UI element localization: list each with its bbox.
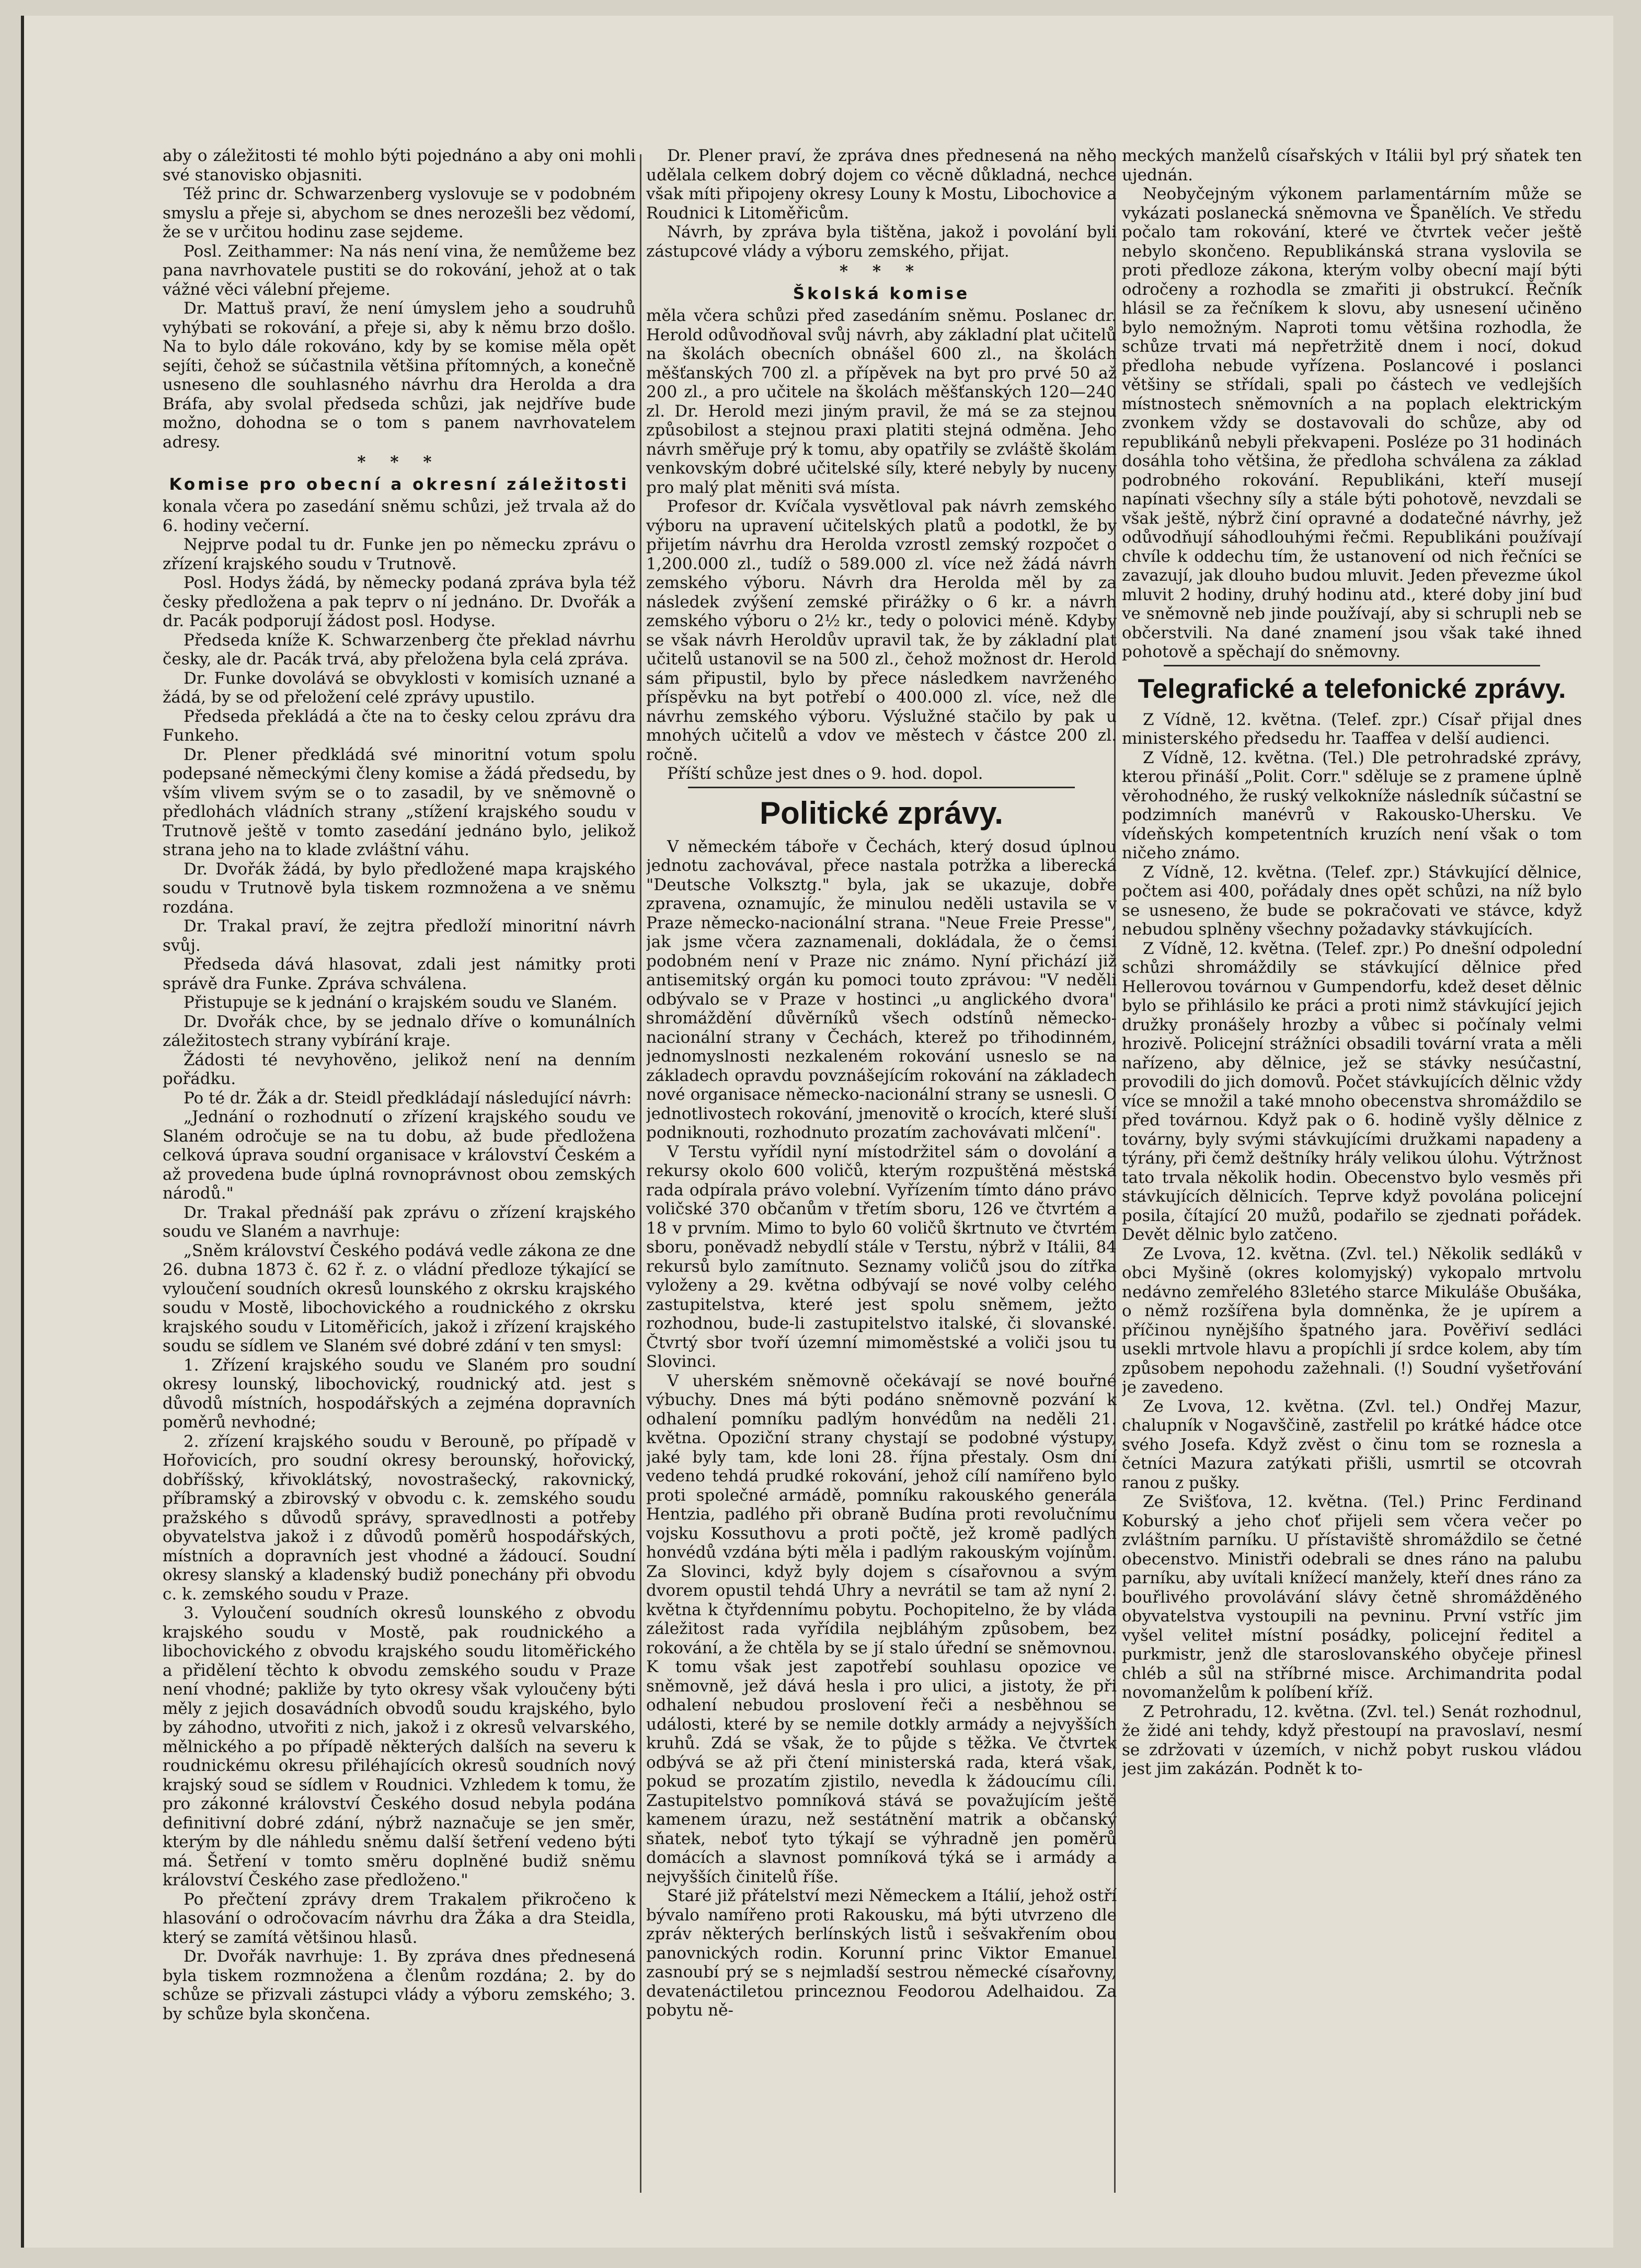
- paragraph: Z Vídně, 12. května. (Tel.) Dle petrohradské zprávy, kterou přináší „Polit. Corr." sděluje se z pramene úplně věrohodného, že ruský velkokníže následník súčastní se podzimních manévrů v Rakousko-Uhersku. Ve vídeňských kompetentních kruzích není však o tom ničeho známo.: [1122, 748, 1582, 862]
- paragraph: Profesor dr. Kvíčala vysvětloval pak návrh zemského výboru na upravení učitelských platů a podotkl, že by přijetím návrhu dra Herolda vzrostl zemský rozpočet o 1,200.000 zl., tudíž o 589.000 zl. více než žádá návrh zemského výboru. Návrh dra Herolda měl by za následek zvýšení zemské přirážky o 6 kr. a návrh zemského výboru o 2½ kr., tedy o polovici méně. Kdyby se však návrh Heroldův upravil tak, že by základní plat učitelů ustanovil se na 500 zl., čehož možnost dr. Herold sám připustil, bylo by přece následkem navrženého příspěvku na byt potřebí o 400.000 zl. více, než dle návrhu zemského výboru. Výslužné stačilo by pak u mnohých učitelů a vdov ve městech v částce 200 zl. ročně.: [646, 497, 1117, 764]
- paragraph: Posl. Hodys žádá, by německy podaná zpráva byla též česky předložena a pak teprv o ní jednáno. Dr. Dvořák a dr. Pacák podporují žádost posl. Hodyse.: [163, 573, 636, 630]
- paragraph: konala včera po zasedání sněmu schůzi, jež trvala až do 6. hodiny večerní.: [163, 497, 636, 535]
- paragraph: Z Vídně, 12. května. (Telef. zpr.) Po dnešní odpolední schůzi shromáždily se stávkující dělnice před Hellerovou továrnou v Gumpendorfu, kdež deset dělnic bylo se přihlásilo ke práci a proti nimž stávkující jejich družky pronášely hrozby a vůbec si počínaly velmi hrozivě. Policejní strážníci obsadili tovární vrata a měli nařízeno, aby dělnice, jež se stávky nesúčastní, provodili do jich domovů. Počet stávkujících dělnic vždy více se množil a také mnoho obecenstva shromáždilo se před továrnou. Když pak o 6. hodině vyšly dělnice z továrny, byly svými stávkujícími družkami napadeny a týrány, při čemž deštníky hrály velikou úlohu. Výtržnost tato trvala několik hodin. Obecenstvo bylo vesměs při stávkujících dělnicích. Teprve když povolána policejní posila, čítající 20 mužů, podařilo se zjednati pořádek. Devět dělnic bylo zatčeno.: [1122, 939, 1582, 1244]
- paragraph: meckých manželů císařských v Itálii byl prý sňatek ten ujednán.: [1122, 146, 1582, 185]
- paragraph: Ze Svišťova, 12. května. (Tel.) Princ Ferdinand Koburský a jeho choť přijeli sem včera večer po zvláštním parníku. U přístaviště shromáždilo se četné obecenstvo. Ministři odebrali se dnes ráno na palubu parníku, aby uvítali knížecí manžely, kteří dnes ráno za bouřlivého provolávání slávy četně shromážděného obyvatelstva vystoupili na pevninu. První vstříc jim vyšel veliteł místní posádky, policejní ředitel a purkmistr, jenž dle staroslovanského obyčeje přinesl chléb a sůl na stříbrné misce. Archimandrita podal novomanželům k políbení kříž.: [1122, 1492, 1582, 1702]
- politicke-zpravy-heading: Politické zprávy.: [760, 795, 1003, 831]
- paragraph: 2. zřízení krajského soudu v Berouně, po případě v Hořovicích, pro soudní okresy berounský, hořovický, dobříšský, křivoklátský, novostrašecký, rakovnický, příbramský a zbirovský v obvodu c. k. zemského soudu pražského s důvodů správy, spravedlnosti a potřeby obyvatelstva jakož i z důvodů poměrů hospodářských, místních a dopravních jest vhodné a žádoucí. Soudní okresy slanský a kladenský budiž ponechány při obvodu c. k. zemského soudu v Praze.: [163, 1432, 636, 1604]
- paragraph: Staré již přátelství mezi Německem a Itálií, jehož ostří bývalo namířeno proti Rakousku, má býti utvrzeno dle zpráv některých berlínských listů i sešvakřením obou panovnických rodin. Korunní princ Viktor Emanuel zasnoubí prý se s nejmladší sestrou německé císařovny, devatenáctiletou princeznou Feodorou Adelhaidou. Za pobytu ně-: [646, 1886, 1117, 2020]
- paragraph: „Jednání o rozhodnutí o zřízení krajského soudu ve Slaném odročuje se na tu dobu, až bude předložena celková úprava soudní organisace v království Českém a až provedena bude úplná rovnoprávnost obou zemských národů.": [163, 1108, 636, 1203]
- column-3: [1122, 146, 1582, 2195]
- paragraph: Příští schůze jest dnes o 9. hod. dopol.: [667, 764, 983, 783]
- paragraph: Nejprve podal tu dr. Funke jen po německu zprávu o zřízení krajského soudu v Trutnově.: [163, 535, 636, 573]
- paragraph: Z Vídně, 12. května. (Telef. zpr.) Stávkující dělnice, počtem asi 400, pořádaly dnes opět schůzi, na níž bylo se usneseno, že bude se pokračovati ve stávce, když nebudou splněny všechny požadavky stávkujících.: [1122, 862, 1582, 939]
- paragraph: V Terstu vyřídil nyní místodržitel sám o dovolání a rekursy okolo 600 voličů, kterým rozpuštěná městská rada odpírala právo volební. Vyřízením tímto dáno právo voličské 370 občanům v třetím sboru, 126 ve čtvrtém a 18 v prvním. Mimo to bylo 60 voličů škrtnuto ve čtvrtém sboru, poněvadž nebydlí stále v Terstu, nýbrž v Itálii, 84 rekursů bylo zamítnuto. Seznamy voličů jsou do zítřka vyloženy a 29. května odbývají se nové volby celého zastupitelstva, které jest spolu sněmem, ježto rozhodnou, bude-li zastupitelstvo italské, či slovanské. Čtvrtý sbor tvoří územní mimoměstské a voliči jsou tu Slovinci.: [646, 1142, 1117, 1371]
- paragraph: Dr. Dvořák navrhuje: 1. By zpráva dnes přednesená byla tiskem rozmnožena a členům rozdána; 2. by do schůze se přizvali zástupci vlády a výboru zemského; 3. by schůze byla skončena.: [163, 1947, 636, 2023]
- paragraph: Předseda překládá a čte na to česky celou zprávu dra Funkeho.: [163, 707, 636, 745]
- paragraph: Předseda dává hlasovat, zdali jest námitky proti správě dra Funke. Zpráva schválena.: [163, 955, 636, 993]
- divider-line: [1164, 665, 1540, 666]
- paragraph: Po přečtení zprávy drem Trakalem přikročeno k hlasování o odročovacím návrhu dra Žáka a dra Steidla, který se zamítá většinou hlasů.: [163, 1890, 636, 1947]
- section-separator: * * *: [357, 453, 441, 471]
- paragraph: Ze Lvova, 12. května. (Zvl. tel.) Ondřej Mazur, chalupník v Nogavščině, zastřelil po krátké hádce otce svého Josefa. Když zvěst o činu tom se roznesla a četníci Mazura zatýkati přišli, usmrtil se otcovrah ranou z pušky.: [1122, 1397, 1582, 1492]
- paragraph: Po té dr. Žák a dr. Steidl předkládají následující návrh:: [183, 1088, 632, 1108]
- paragraph: 1. Zřízení krajského soudu ve Slaném pro soudní okresy lounský, libochovický, roudnický atd. jest s důvodů místních, hospodářských a zejména dopravních poměrů nevhodné;: [163, 1355, 636, 1432]
- paragraph: Předseda kníže K. Schwarzenberg čte překlad návrhu česky, ale dr. Pacák trvá, aby přeložena byla celá zpráva.: [163, 630, 636, 669]
- paragraph: Též princ dr. Schwarzenberg vyslovuje se v podobném smyslu a přeje si, abychom se dnes nerozešli bez vědomí, že se v určitou hodinu zase sejdeme.: [163, 185, 636, 241]
- paragraph: Neobyčejným výkonem parlamentárním může se vykázati poslanecká sněmovna ve Španělích. Ve středu počalo tam rokování, které ve čtvrtek večer ještě nebylo skončeno. Republikánská strana vyslovila se proti předloze zákona, kterým volby obecní mají býti odročeny a rozhodla se zmařiti ji obstrukcí. Řečník hlásil se za řečníkem k slovu, aby usnesení učiněno bylo nemožným. Naproti tomu většina rozhodla, že schůze trvati má nepřetržitě dnem i nocí, dokud předloha nebude vyřízena. Poslancové i poslanci většiny se střídali, spali po částech ve vedlejších místnostech sněmovních a na poplach elektrickým zvonkem vždy se dostavovali do schůze, aby od republikánů nebyli překvapeni. Posléze po 31 hodinách dosáhla toho většina, že předloha schválena za základ podrobného rokování. Republikáni, kteří musejí napínati všechny síly a stále býti pohotově, nevzdali se však ještě, nýbrž činí opravné a dodatečné návrhy, jež odůvodňují sáhodlouhými řečmi. Republikáni používají chvíle k oddechu tím, že ustanovení od nich řečníci se zavazují, jak dlouho budou mluvit. Jeden převezme úkol mluvit 2 hodiny, druhý hodinu atd., které doby jiní buď ve sněmovně neb jinde používají, aby si schrupli neb se občerstvili. Na dané znamení jsou však také ihned pohotově a spěchají do sněmovny.: [1122, 185, 1582, 661]
- newspaper-page: [21, 16, 1613, 2248]
- divider-line: [688, 787, 1075, 788]
- paragraph: Dr. Trakal praví, že zejtra předloží minoritní návrh svůj.: [163, 917, 636, 955]
- paragraph: Posl. Zeithammer: Na nás není vina, že nemůžeme bez pana navrhovatele pustiti se do rokování, jehož at o tak vážné věci válební přejeme.: [163, 241, 636, 299]
- paragraph: Dr. Plener předkládá své minoritní votum spolu podepsané německými členy komise a žádá předsedu, by vším vlivem svým se o to zasadil, by ve sněmovně o předlohách vládních strany „stížení krajského soudu v Trutnově ještě v tomto zasedání jednáno bylo, jelikož strana jeho na to klade zvláštní váhu.: [163, 745, 636, 859]
- paragraph: Ze Lvova, 12. května. (Zvl. tel.) Několik sedláků v obci Myšině (okres kolomyjský) vykopalo mrtvolu nedávno zemřelého 83letého starce Mikuláše Obušáka, o němž rozšířena byla domněnka, že je upírem a příčinou nynějšího špatného jara. Pověřiví sedláci usekli mrtvole hlavu a propíchli jí srdce kolem, aby tím způsobem nepohodu zažehnali. (!) Soudní vyšetřování je zavedeno.: [1122, 1244, 1582, 1397]
- paragraph: 3. Vyloučení soudních okresů lounského z obvodu krajského soudu v Mostě, pak roudnického a libochovického z obvodu krajského soudu litoměřického a přidělení těchto k obvodu zemského soudu v Praze není vhodné; pakliže by tyto okresy však vyloučeny býti měly z jejich dosavádních obvodů soudu krajského, bylo by záhodno, utvořiti z nich, jakož i z okresů velvarského, mělnického a po případě některých dalších na severu k roudnickému okresu přiléhajících okresů soudních nový krajský soud se sídlem v Roudnici. Vzhledem k tomu, že pro zákonné království Českého dosud nebyla podána definitivní dobré zdání, nýbrž naznačuje se jen směr, kterým by dle náhledu sněmu další šetření vedeno býti má. Šetření v tomto směru doplněné budiž sněmu království Českého zase předloženo.": [163, 1604, 636, 1890]
- column-2: [646, 146, 1117, 2195]
- section-heading: Školská komise: [793, 284, 970, 303]
- paragraph: V německém táboře v Čechách, který dosud úplnou jednotu zachovával, přece nastala potržka a liberecká "Deutsche Volksztg." byla, jak se ukazuje, dobře zpravena, oznamujíc, že minulou neděli ustavila se v Praze německo-nacionální strana. "Neue Freie Presse", jak jsme včera zaznamenali, dokládala, že o čemsi podobném není v Praze nic známo. Nyní přichází již antisemitský orgán ku pomoci touto zprávou: "V neděli odbývalo se v Praze v hostinci „u anglického dvora" shromáždění důvěrníků všech odstínů německo-nacionální strany v Čechách, kterež po třihodinném, jednomyslnosti nezkaleném rokování usneslo se na základech opravdu povznášejícím rokování na základech nové organisace německo-nacionální strany se usnesli. O jednotlivostech rokování, jmenovitě o krocích, které sluší podniknouti, rozhodnuto prozatím zachovávati mlčení".: [646, 837, 1117, 1142]
- paragraph: Dr. Plener praví, že zpráva dnes přednesená na něho udělala celkem dobrý dojem co věcně důkladná, nechce však míti připojeny okresy Louny k Mostu, Libochovice a Roudnici k Litoměřicům.: [646, 146, 1117, 223]
- column-divider: [640, 154, 641, 2193]
- paragraph: Dr. Trakal přednáší pak zprávu o zřízení krajského soudu ve Slaném a navrhuje:: [163, 1203, 636, 1241]
- paragraph: Z Petrohradu, 12. května. (Zvl. tel.) Senát rozhodnul, že židé ani tehdy, když přestoupí na pravoslaví, nesmí se zdržovati v územích, v nichž pobyt ruskou vládou jest jim zakázán. Podnět k to-: [1122, 1702, 1582, 1778]
- paragraph: Dr. Dvořák chce, by se jednalo dříve o komunálních záležitostech strany vybírání kraje.: [163, 1012, 636, 1050]
- paragraph: Návrh, by zpráva byla tištěna, jakož i povolání byli zástupcové vlády a výboru zemského, přijat.: [646, 223, 1117, 261]
- paragraph: Dr. Funke dovolává se obvyklosti v komisích uznané a žádá, by se od přeložení celé zprávy upustilo.: [163, 669, 636, 707]
- paragraph: Přistupuje se k jednání o krajském soudu ve Slaném.: [183, 993, 617, 1012]
- paragraph: měla včera schůzi před zasedáním sněmu. Poslanec dr. Herold odůvodňoval svůj návrh, aby základní plat učitelů na školách obecních obnášel 600 zl., na školách měšťanských 700 zl. a přípěvek na byt pro prvé 50 až 200 zl., a pro učitele na školách měšťanských 120—240 zl. Dr. Herold mezi jiným pravil, že má se za stejnou způsobilost a stejnou praxi platiti stejná odměna. Jeho návrh směřuje prý k tomu, aby opatřily se zvláště školám venkovským dobré učitelské síly, které nebyly by nuceny pro malý plat měniti svá místa.: [646, 306, 1117, 497]
- paragraph: Z Vídně, 12. května. (Telef. zpr.) Císař přijal dnes ministerského předsedu hr. Taaffea v delší audienci.: [1122, 710, 1582, 748]
- paragraph: Dr. Dvořák žádá, by bylo předložené mapa krajského soudu v Trutnově byla tiskem rozmnožena a ve sněmu rozdána.: [163, 859, 636, 917]
- column-1: [163, 146, 636, 2195]
- section-heading: Komise pro obecní a okresní záležitosti: [169, 475, 629, 494]
- paragraph: aby o záležitosti té mohlo býti pojednáno a aby oni mohli své stanovisko objasniti.: [163, 146, 636, 185]
- paragraph: „Sněm království Českého podává vedle zákona ze dne 26. dubna 1873 č. 62 ř. z. o vládní předloze týkající se vyloučení soudních okresů lounského z okrsku krajského soudu v Mostě, libochovického a roudnického z okrsku krajského soudu v Litoměřicích, jakož i zřízení krajského soudu se sídlem ve Slaném své dobré zdání v ten smysl:: [163, 1241, 636, 1355]
- section-separator: * * *: [839, 262, 924, 281]
- telegrams-heading: Telegrafické a telefonické zprávy.: [1138, 673, 1566, 704]
- paragraph: Dr. Mattuš praví, že není úmyslem jeho a soudruhů vyhýbati se rokování, a přeje si, aby k němu brzo došlo. Na to bylo dále rokováno, kdy by se komise měla opět sejíti, čehož se súčastnila většina přítomných, a konečně usneseno dle souhlasného návrhu dra Herolda a dra Bráfa, aby svolal předseda schůzi, jak nejdříve bude možno, dohodna se o tom s panem navrhovatelem adresy.: [163, 299, 636, 452]
- paragraph: V uherském sněmovně očekávají se nové bouřné výbuchy. Dnes má býti podáno sněmovně pozvání k odhalení pomníku padlým honvédům na neděli 21. května. Opoziční strany chystají se podobné výstupy, jaké byly tam, kde loni 28. října přestaly. Osm dní vedeno tehdá prudké rokování, jehož cílí namířeno bylo proti společné armádě, pomníku rakouského generála Hentzia, padlého při obraně Budína proti revolučnímu vojsku Kossuthovu a proti počtě, jež kromě padlých honvédů vzdána býti měla i padlým rakouským vojínům. Za Slovinci, když byly dojem s císařovnou a svým dvorem opustil tehdá Uhry a nevrátil se tam až nyní 2. května k čtyřdennímu pobytu. Pochopitelno, že by vláda záležitost rada vyřídila nejbláhým způsobem, bez rokování, a že chtěla by se jí stalo úřední se sněmovnou. K tomu však jest zapotřebí souhlasu opozice ve sněmovně, jež dává hesla i pro ulici, a jistoty, že při odhalení nebudou proslovení řeči a nesběhnou se události, které by se nemile dotkly armády a nejvyšších kruhů. Zdá se však, že to půjde s těžka. Ve čtvrtek odbývá se až při čtení ministerská rada, která však, pokud se prozatím zjistilo, nevedla k žádoucímu cíli. Zastupitelstvo pomníková stává se považujícím ještě kamenem úrazu, než sestátnění matrik a občanský sňatek, neboť tyto týkají se výhradně jen poměrů domácích a slavnost pomníková týká se i armády a nejvyšších činitelů říše.: [646, 1371, 1117, 1886]
- paragraph: Žádosti té nevyhověno, jelikož není na denním pořádku.: [163, 1050, 636, 1088]
